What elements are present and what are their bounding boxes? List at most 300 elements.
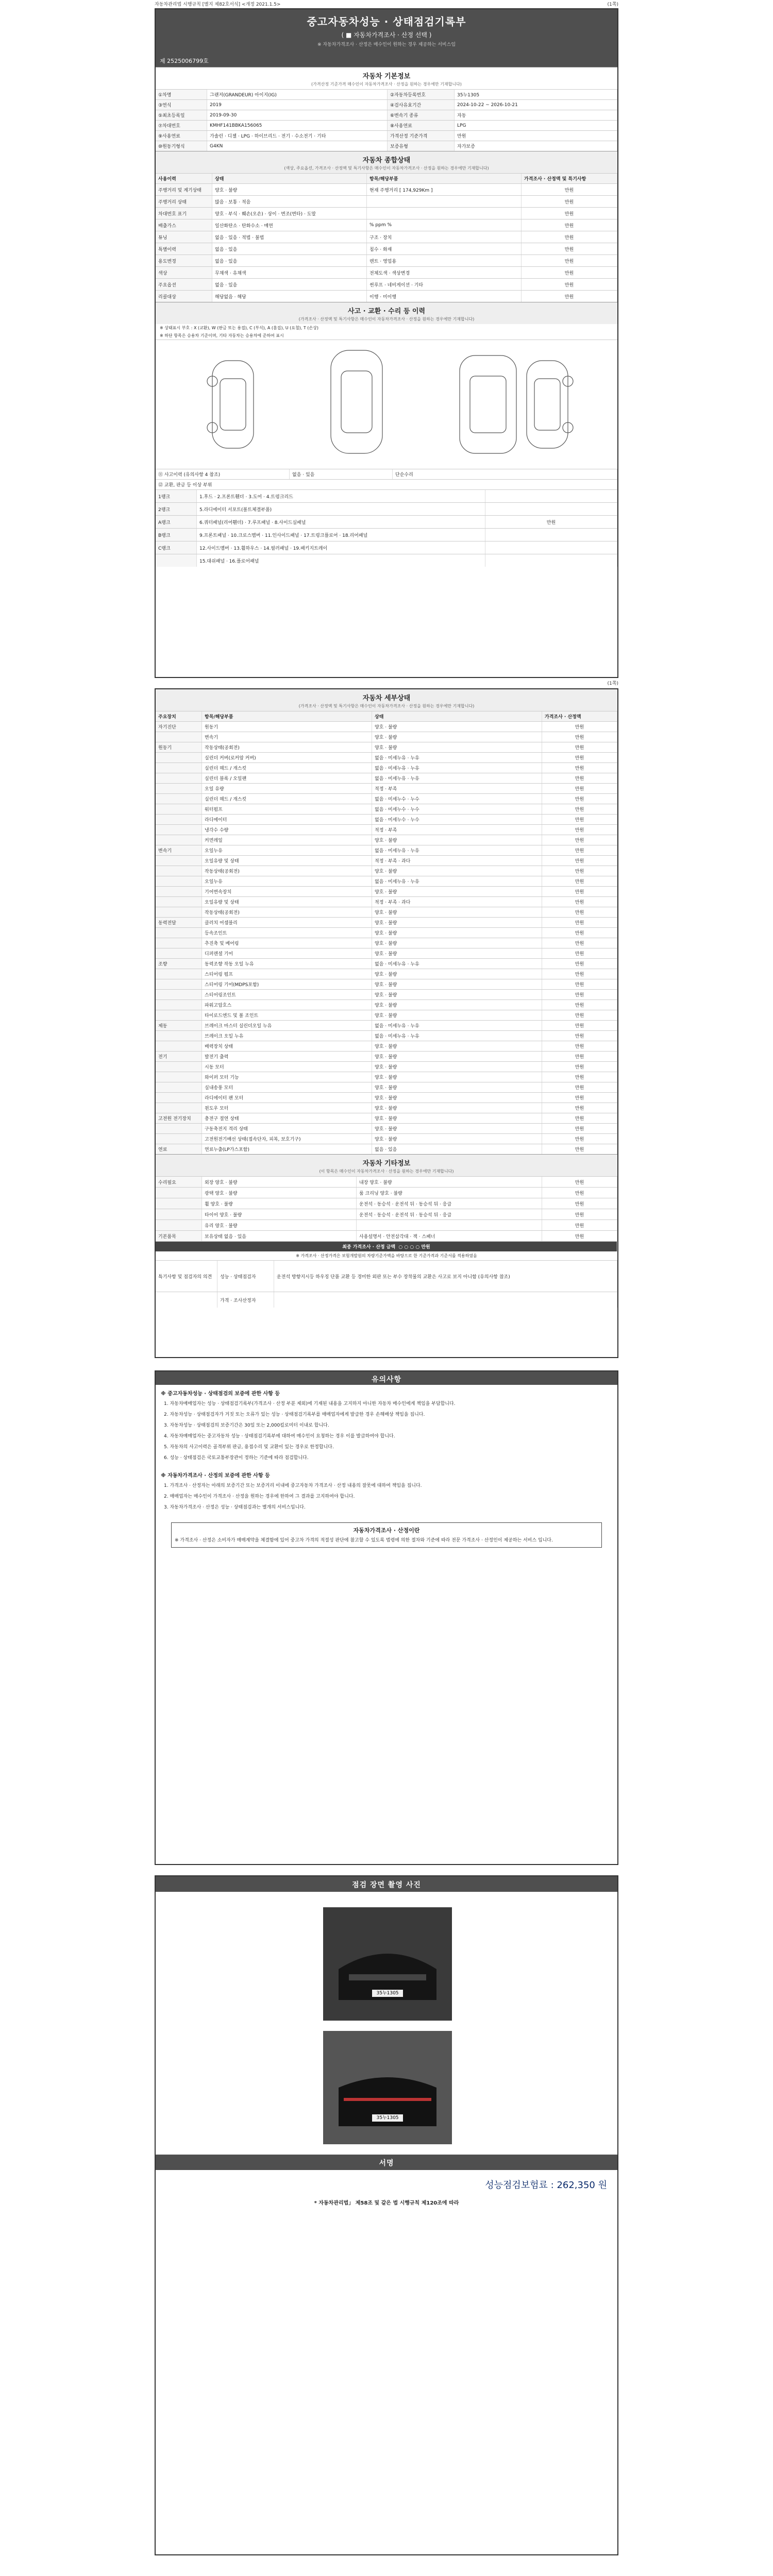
detail-price: 만원 xyxy=(542,1072,617,1082)
rank-price: 만원 xyxy=(485,516,617,528)
detail-group xyxy=(156,856,202,866)
appraisal-info-box xyxy=(171,1522,602,1548)
detail-price: 만원 xyxy=(542,784,617,793)
detail-state: 양호 · 불량 xyxy=(372,732,542,742)
exchange-row xyxy=(156,479,617,489)
detail-item: 실내송풍 모터 xyxy=(202,1082,372,1092)
detail-item: 작동상태(공회전) xyxy=(202,907,372,917)
summary-price: 만원 xyxy=(522,279,617,290)
other-a: 외장 양호 · 불량 xyxy=(202,1177,357,1187)
other-a: 타이어 양호 · 불량 xyxy=(202,1209,357,1219)
basic-label: ①차명 xyxy=(156,90,207,99)
detail-row xyxy=(156,958,617,969)
summary-price: 만원 xyxy=(522,255,617,266)
detail-state: 양호 · 불량 xyxy=(372,835,542,845)
detail-item: 브레이크 마스터 실린더오일 누유 xyxy=(202,1021,372,1030)
accident-history-value: 없음 · 있음 xyxy=(290,469,393,479)
basic-label-2: ②자동차등록번호 xyxy=(388,90,455,99)
other-title: 자동차 기타정보 xyxy=(156,1154,617,1168)
detail-state: 없음 · 미세누유 · 누유 xyxy=(372,845,542,855)
rear-plate: 35누1305 xyxy=(376,2115,399,2121)
detail-price: 만원 xyxy=(542,1031,617,1041)
detail-price: 만원 xyxy=(542,1124,617,1133)
page-1-end-number: (1쪽) xyxy=(607,681,618,686)
detail-group: 원동기 xyxy=(156,742,202,752)
basic-label: ⑩원동기형식 xyxy=(156,141,207,151)
detail-row xyxy=(156,835,617,845)
detail-row xyxy=(156,1103,617,1113)
summary-row xyxy=(156,243,617,255)
detail-state: 양호 · 불량 xyxy=(372,1093,542,1103)
detail-price: 만원 xyxy=(542,979,617,989)
detail-state: 양호 · 불량 xyxy=(372,928,542,938)
summary-head-1: 사용이력 xyxy=(156,174,212,183)
other-group xyxy=(156,1198,202,1209)
summary-table xyxy=(156,183,617,302)
other-price: 만원 xyxy=(542,1177,617,1187)
detail-price: 만원 xyxy=(542,1062,617,1072)
rank-items: 1.후드 · 2.프론트휀더 · 3.도어 · 4.트렁크리드 xyxy=(197,490,485,502)
basic-info-title: 자동차 기본정보 xyxy=(156,67,617,81)
detail-group xyxy=(156,784,202,793)
detail-state: 양호 · 불량 xyxy=(372,979,542,989)
rank-row xyxy=(156,515,617,528)
notice-list-2 xyxy=(156,1481,617,1513)
front-photo xyxy=(323,1907,452,2021)
detail-item: 동력조향 작동 오일 누유 xyxy=(202,959,372,969)
detail-state: 양호 · 불량 xyxy=(372,948,542,958)
detail-state: 양호 · 불량 xyxy=(372,742,542,752)
form-title: 중고자동차성능 · 상태점검기록부 xyxy=(307,15,466,28)
detail-state: 양호 · 불량 xyxy=(372,722,542,732)
detail-row xyxy=(156,1072,617,1082)
detail-item: 스티어링 기어(MDPS포함) xyxy=(202,979,372,989)
basic-label-2: ⑥변속기 종류 xyxy=(388,110,455,120)
detail-item: 연료누출(LP가스포함) xyxy=(202,1144,372,1154)
summary-row xyxy=(156,207,617,219)
detail-row xyxy=(156,979,617,989)
special-row xyxy=(156,1260,617,1292)
summary-state: 없음 · 있음 xyxy=(212,243,367,255)
inspection-record-page-3 xyxy=(155,1370,618,1865)
summary-row xyxy=(156,195,617,207)
other-row xyxy=(156,1219,617,1230)
notice-item-2: 1. 가격조사 · 산정자는 아래의 보증기간 또는 보증거리 이내에 중고자동차 가격조사 · 산정 내용의 잘못에 대하여 책임을 집니다. xyxy=(164,1483,422,1488)
detail-state: 양호 · 불량 xyxy=(372,1113,542,1123)
rank-items: 15.대쉬패널 · 16.플로어패널 xyxy=(197,554,485,567)
form-top-line xyxy=(155,0,618,7)
summary-label: 차대번호 표기 xyxy=(156,208,212,219)
summary-head-2: 상태 xyxy=(212,174,367,183)
rank-row xyxy=(156,502,617,515)
summary-price: 만원 xyxy=(522,231,617,243)
form-subtitle: ( ■ 자동차가격조사 · 산정 선택 ) xyxy=(341,31,432,39)
other-row xyxy=(156,1209,617,1219)
detail-row xyxy=(156,866,617,876)
notice-item-2: 3. 자동차가격조사 · 산정은 성능 · 상태점검과는 별개의 서비스입니다. xyxy=(164,1505,306,1510)
summary-row xyxy=(156,278,617,290)
detail-price: 만원 xyxy=(542,1010,617,1020)
detail-price: 만원 xyxy=(542,866,617,876)
notice-header xyxy=(156,1371,617,1385)
detail-item: 오일 유량 xyxy=(202,784,372,793)
rank-items: 9.프론트패널 · 10.크로스멤버 · 11.인사이드패널 · 17.트렁크플로어 · 18.리어패널 xyxy=(197,529,485,541)
detail-state: 양호 · 불량 xyxy=(372,1072,542,1082)
detail-price: 만원 xyxy=(542,959,617,969)
form-law-reference: 자동차관리법 시행규칙 [별지 제82호서식] <개정 2021.1.5> xyxy=(155,2,281,7)
basic-value: 가솔린 · 디젤 · LPG · 하이브리드 · 전기 · 수소전기 · 기타 xyxy=(207,131,388,141)
notice-title: 유의사항 xyxy=(371,1376,402,1384)
summary-item: 렌트 · 영업용 xyxy=(367,255,522,266)
other-note: (이 항목은 매수인이 자동차가격조사 · 산정을 원하는 경우에만 기재합니다) xyxy=(156,1168,617,1176)
basic-value: 2019-09-30 xyxy=(207,110,388,120)
other-price: 만원 xyxy=(542,1231,617,1241)
other-b: 운전석 · 동승석 · 운전석 뒤 · 동승석 뒤 · 응급 xyxy=(357,1198,542,1209)
basic-value-2: 2024-10-22 ~ 2026-10-21 xyxy=(455,100,617,110)
summary-row xyxy=(156,219,617,231)
record-number: 제 2525006799호 xyxy=(160,58,209,64)
detail-item: 라디에이터 xyxy=(202,815,372,824)
detail-row xyxy=(156,732,617,742)
detail-row xyxy=(156,742,617,752)
basic-label-2: 가격산정 기준가격 xyxy=(388,131,455,141)
detail-group: 고전원 전기장치 xyxy=(156,1113,202,1123)
detail-item: 실린더 헤드 / 개스킷 xyxy=(202,763,372,773)
basic-value: 2019 xyxy=(207,100,388,110)
sign-title: 서명 xyxy=(379,2159,394,2167)
summary-label: 배출가스 xyxy=(156,219,212,231)
detail-row xyxy=(156,989,617,999)
summary-state: 없음 · 있음 xyxy=(212,255,367,266)
detail-group xyxy=(156,990,202,999)
detail-item: 오일누유 xyxy=(202,876,372,886)
summary-state: 무채색 · 유채색 xyxy=(212,267,367,278)
rank-name xyxy=(156,554,197,567)
detail-state: 양호 · 불량 xyxy=(372,1041,542,1051)
summary-price: 만원 xyxy=(522,267,617,278)
basic-row xyxy=(156,130,617,141)
rank-price xyxy=(485,554,617,567)
rank-row xyxy=(156,541,617,554)
detail-row xyxy=(156,907,617,917)
detail-group xyxy=(156,1010,202,1020)
detail-group: 제동 xyxy=(156,1021,202,1030)
detail-item: 오일누유 xyxy=(202,845,372,855)
basic-row xyxy=(156,110,617,120)
detail-state: 적정 · 부족 · 과다 xyxy=(372,856,542,866)
basic-value: 그랜저(GRANDEUR) 아이지(IG) xyxy=(207,90,388,99)
detail-row xyxy=(156,948,617,958)
summary-state: 없음 · 있음 xyxy=(212,279,367,290)
detail-price: 만원 xyxy=(542,763,617,773)
detail-group xyxy=(156,1134,202,1144)
detail-price: 만원 xyxy=(542,1093,617,1103)
detail-state: 양호 · 불량 xyxy=(372,969,542,979)
detail-group xyxy=(156,897,202,907)
detail-row xyxy=(156,804,617,814)
other-a: 유리 양호 · 불량 xyxy=(202,1220,357,1230)
accident-title: 사고 · 교환 · 수리 등 이력 xyxy=(156,302,617,316)
detail-item: 오일유량 및 상태 xyxy=(202,897,372,907)
car-outline-diagram xyxy=(156,340,617,469)
detail-row xyxy=(156,876,617,886)
detail-price: 만원 xyxy=(542,876,617,886)
car-diagram xyxy=(156,340,617,469)
detail-price: 만원 xyxy=(542,1103,617,1113)
inspection-record-page-1 xyxy=(155,8,618,678)
basic-label-2: 보증유형 xyxy=(388,141,455,151)
detail-group xyxy=(156,815,202,824)
detail-title: 자동차 세부상태 xyxy=(156,689,617,703)
detail-state: 없음 · 미세누유 · 누유 xyxy=(372,876,542,886)
detail-state: 양호 · 불량 xyxy=(372,1000,542,1010)
detail-group xyxy=(156,876,202,886)
special-inspector: 성능 · 상태점검자 xyxy=(217,1261,274,1292)
photos-header xyxy=(156,1876,617,1892)
rank-items: 12.사이드멤버 · 13.휠하우스 · 14.필러패널 · 19.패키지트레이 xyxy=(197,541,485,554)
basic-info-note: (가격산정 기준가격 매수인이 자동차가격조사 · 산정을 원하는 경우에만 기재합니다) xyxy=(311,82,462,87)
special-label: 특기사항 및 점검자의 의견 xyxy=(156,1261,217,1292)
other-price: 만원 xyxy=(542,1220,617,1230)
summary-item xyxy=(367,208,522,219)
detail-table xyxy=(156,721,617,1154)
other-row xyxy=(156,1176,617,1187)
summary-price: 만원 xyxy=(522,291,617,302)
detail-group xyxy=(156,1082,202,1092)
other-b: 룸 크리닝 양호 · 불량 xyxy=(357,1188,542,1198)
basic-value-2: 만원 xyxy=(455,131,617,141)
detail-group xyxy=(156,887,202,896)
summary-item: 이행 · 미이행 xyxy=(367,291,522,302)
detail-state: 양호 · 불량 xyxy=(372,1134,542,1144)
notice-item: 2. 자동차성능 · 상태점검자가 거짓 또는 오류가 있는 성능 · 상태점검기록부를 매매업자에게 발급한 경우 손해배상 책임을 집니다. xyxy=(164,1412,425,1417)
detail-row xyxy=(156,927,617,938)
detail-price: 만원 xyxy=(542,990,617,999)
detail-group xyxy=(156,1124,202,1133)
detail-price: 만원 xyxy=(542,1052,617,1061)
summary-label: 주행거리 및 계기상태 xyxy=(156,184,212,195)
rear-photo xyxy=(323,2031,452,2144)
detail-price: 만원 xyxy=(542,928,617,938)
detail-item: 충전구 절연 상태 xyxy=(202,1113,372,1123)
detail-state: 양호 · 불량 xyxy=(372,1010,542,1020)
summary-row xyxy=(156,255,617,266)
detail-price: 만원 xyxy=(542,948,617,958)
detail-state: 없음 · 미세누수 · 누수 xyxy=(372,794,542,804)
rank-name: 2랭크 xyxy=(156,503,197,515)
other-a: 광택 양호 · 불량 xyxy=(202,1188,357,1198)
detail-head-1: 주요장치 xyxy=(156,711,202,721)
basic-info-table xyxy=(156,89,617,151)
summary-head-4: 가격조사 · 산정액 및 특기사항 xyxy=(522,174,617,183)
detail-state: 양호 · 불량 xyxy=(372,938,542,948)
detail-item: 작동상태(공회전) xyxy=(202,866,372,876)
detail-row xyxy=(156,855,617,866)
detail-item: 변속기 xyxy=(202,732,372,742)
summary-item xyxy=(367,196,522,207)
summary-state: 일산화탄소 · 탄화수소 · 매연 xyxy=(212,219,367,231)
basic-value-2: LPG xyxy=(455,121,617,130)
detail-group xyxy=(156,753,202,762)
summary-row xyxy=(156,266,617,278)
rank-items: 6.쿼터패널(리어휀더) · 7.루프패널 · 8.사이드실패널 xyxy=(197,516,485,528)
summary-state: 양호 · 불량 xyxy=(212,184,367,195)
basic-label: ⑨사용연료 xyxy=(156,131,207,141)
detail-group xyxy=(156,763,202,773)
special-appraiser: 가격 · 조사산정자 xyxy=(217,1292,274,1308)
detail-group xyxy=(156,907,202,917)
basic-row xyxy=(156,99,617,110)
other-price: 만원 xyxy=(542,1198,617,1209)
detail-item: 등속조인트 xyxy=(202,928,372,938)
detail-row xyxy=(156,1041,617,1051)
accident-note: (가격조사 · 산정액 및 특기사항은 매수인이 자동차가격조사 · 산정을 원하는 경우에만 기재합니다) xyxy=(156,316,617,324)
rank-row xyxy=(156,554,617,567)
detail-state: 양호 · 불량 xyxy=(372,1124,542,1133)
detail-item: 브레이크 오일 누유 xyxy=(202,1031,372,1041)
accident-legend: ※ 상태표시 부호 : X (교환), W (판금 또는 용접), C (부식), A (흠집), U (요철), T (손상) xyxy=(160,326,319,330)
other-group: 기본품목 xyxy=(156,1231,202,1241)
summary-label: 색상 xyxy=(156,267,212,278)
detail-state: 없음 · 있음 xyxy=(372,1144,542,1154)
detail-group xyxy=(156,948,202,958)
detail-price: 만원 xyxy=(542,773,617,783)
detail-row xyxy=(156,1030,617,1041)
summary-label: 주행거리 상태 xyxy=(156,196,212,207)
summary-label: 용도변경 xyxy=(156,255,212,266)
detail-state: 없음 · 미세누유 · 누유 xyxy=(372,1021,542,1030)
detail-state: 양호 · 불량 xyxy=(372,1062,542,1072)
basic-value-2: 자동 xyxy=(455,110,617,120)
detail-item: 스티어링 펌프 xyxy=(202,969,372,979)
detail-state: 없음 · 미세누수 · 누수 xyxy=(372,804,542,814)
detail-group xyxy=(156,866,202,876)
detail-group xyxy=(156,1041,202,1051)
detail-item: 배력장치 상태 xyxy=(202,1041,372,1051)
detail-item: 오일유량 및 상태 xyxy=(202,856,372,866)
detail-group: 연료 xyxy=(156,1144,202,1154)
other-group: 수리필요 xyxy=(156,1177,202,1187)
detail-item: 원동기 xyxy=(202,722,372,732)
summary-item: 침수 · 화재 xyxy=(367,243,522,255)
rank-price xyxy=(485,541,617,554)
appraisal-box-text: ※ 가격조사 · 산정은 소비자가 매매계약을 체결함에 있어 중고차 가격의 적절성 판단에 참고할 수 있도록 법령에 의한 절차와 기준에 따라 전문 가격조사 · 산정인이 제공하는 서비스 입니다. xyxy=(175,1538,553,1543)
summary-price: 만원 xyxy=(522,184,617,195)
detail-group xyxy=(156,1062,202,1072)
detail-item: 실린더 커버(로커암 커버) xyxy=(202,753,372,762)
detail-state: 양호 · 불량 xyxy=(372,866,542,876)
detail-group xyxy=(156,825,202,835)
detail-group xyxy=(156,804,202,814)
detail-note: (가격조사 · 산정액 및 특기사항은 매수인이 자동차가격조사 · 산정을 원하는 경우에만 기재합니다) xyxy=(156,703,617,711)
detail-price: 만원 xyxy=(542,907,617,917)
insurance-fee xyxy=(485,2178,607,2191)
basic-value: G4KN xyxy=(207,141,388,151)
detail-row xyxy=(156,814,617,824)
rank-price xyxy=(485,490,617,502)
detail-row xyxy=(156,752,617,762)
detail-price: 만원 xyxy=(542,1021,617,1030)
detail-state: 양호 · 불량 xyxy=(372,1082,542,1092)
summary-item: 전체도색 · 색상변경 xyxy=(367,267,522,278)
detail-row xyxy=(156,1144,617,1154)
rank-row xyxy=(156,489,617,502)
detail-price: 만원 xyxy=(542,1144,617,1154)
detail-row xyxy=(156,1082,617,1092)
form-header xyxy=(156,9,617,67)
summary-row xyxy=(156,231,617,243)
detail-item: 구동축전지 격리 상태 xyxy=(202,1124,372,1133)
inspection-record-page-2 xyxy=(155,688,618,1358)
detail-group xyxy=(156,969,202,979)
detail-group xyxy=(156,835,202,845)
summary-price: 만원 xyxy=(522,208,617,219)
detail-item: 스티어링조인트 xyxy=(202,990,372,999)
summary-label: 리콜대상 xyxy=(156,291,212,302)
rank-table xyxy=(156,489,617,567)
notice-heading-2: ※ 자동차가격조사 · 산정의 보증에 관한 사항 등 xyxy=(161,1473,270,1479)
other-row xyxy=(156,1198,617,1209)
fee-label: 성능점검보험료 : xyxy=(485,2180,554,2191)
detail-group xyxy=(156,773,202,783)
detail-head-2: 항목/해당부품 xyxy=(202,711,372,721)
detail-price: 만원 xyxy=(542,1113,617,1123)
detail-state: 적정 · 부족 xyxy=(372,825,542,835)
detail-state: 없음 · 미세누유 · 누유 xyxy=(372,1031,542,1041)
detail-state: 없음 · 미세누유 · 누유 xyxy=(372,753,542,762)
detail-state: 없음 · 미세누유 · 누유 xyxy=(372,773,542,783)
summary-head-3: 항목/해당부품 xyxy=(367,174,522,183)
detail-row xyxy=(156,1133,617,1144)
detail-item: 작동상태(공회전) xyxy=(202,742,372,752)
final-price-note: ※ 가격조사 · 산정가격은 보험개발원의 차량기준가액을 바탕으로 한 기준가격과 기준서를 적용하였음 xyxy=(296,1253,477,1258)
other-group xyxy=(156,1220,202,1230)
detail-group xyxy=(156,794,202,804)
other-b xyxy=(357,1220,542,1230)
basic-row xyxy=(156,120,617,130)
car-front-image xyxy=(323,1907,452,2021)
detail-price: 만원 xyxy=(542,856,617,866)
notice-item: 3. 자동차성능 · 상태점검의 보증기간은 30일 또는 2,000킬로미터 이내로 합니다. xyxy=(164,1423,329,1428)
summary-item: 썬루프 · 네비게이션 · 기타 xyxy=(367,279,522,290)
detail-state: 없음 · 미세누수 · 누수 xyxy=(372,815,542,824)
summary-row xyxy=(156,290,617,302)
detail-row xyxy=(156,793,617,804)
rank-price xyxy=(485,529,617,541)
detail-price: 만원 xyxy=(542,897,617,907)
detail-group: 동력전달 xyxy=(156,918,202,927)
summary-row xyxy=(156,183,617,195)
detail-head-3: 상태 xyxy=(372,711,542,721)
summary-title: 자동차 종합상태 xyxy=(156,151,617,165)
detail-item: 냉각수 수량 xyxy=(202,825,372,835)
basic-value-2: 35누1305 xyxy=(455,90,617,99)
detail-price: 만원 xyxy=(542,794,617,804)
detail-state: 없음 · 미세누유 · 누유 xyxy=(372,959,542,969)
detail-item: 발전기 출력 xyxy=(202,1052,372,1061)
other-group xyxy=(156,1209,202,1219)
detail-row xyxy=(156,1051,617,1061)
detail-item: 파워고압호스 xyxy=(202,1000,372,1010)
detail-item: 실린더 블록 / 오일팬 xyxy=(202,773,372,783)
detail-group: 전기 xyxy=(156,1052,202,1061)
rank-name: A랭크 xyxy=(156,516,197,528)
detail-row xyxy=(156,969,617,979)
detail-price: 만원 xyxy=(542,887,617,896)
other-row xyxy=(156,1230,617,1241)
notice-item: 6. 성능 · 상태점검은 국토교통부장관이 정하는 기준에 따라 점검합니다. xyxy=(164,1455,309,1461)
other-b: 운전석 · 동승석 · 운전석 뒤 · 동승석 뒤 · 응급 xyxy=(357,1209,542,1219)
